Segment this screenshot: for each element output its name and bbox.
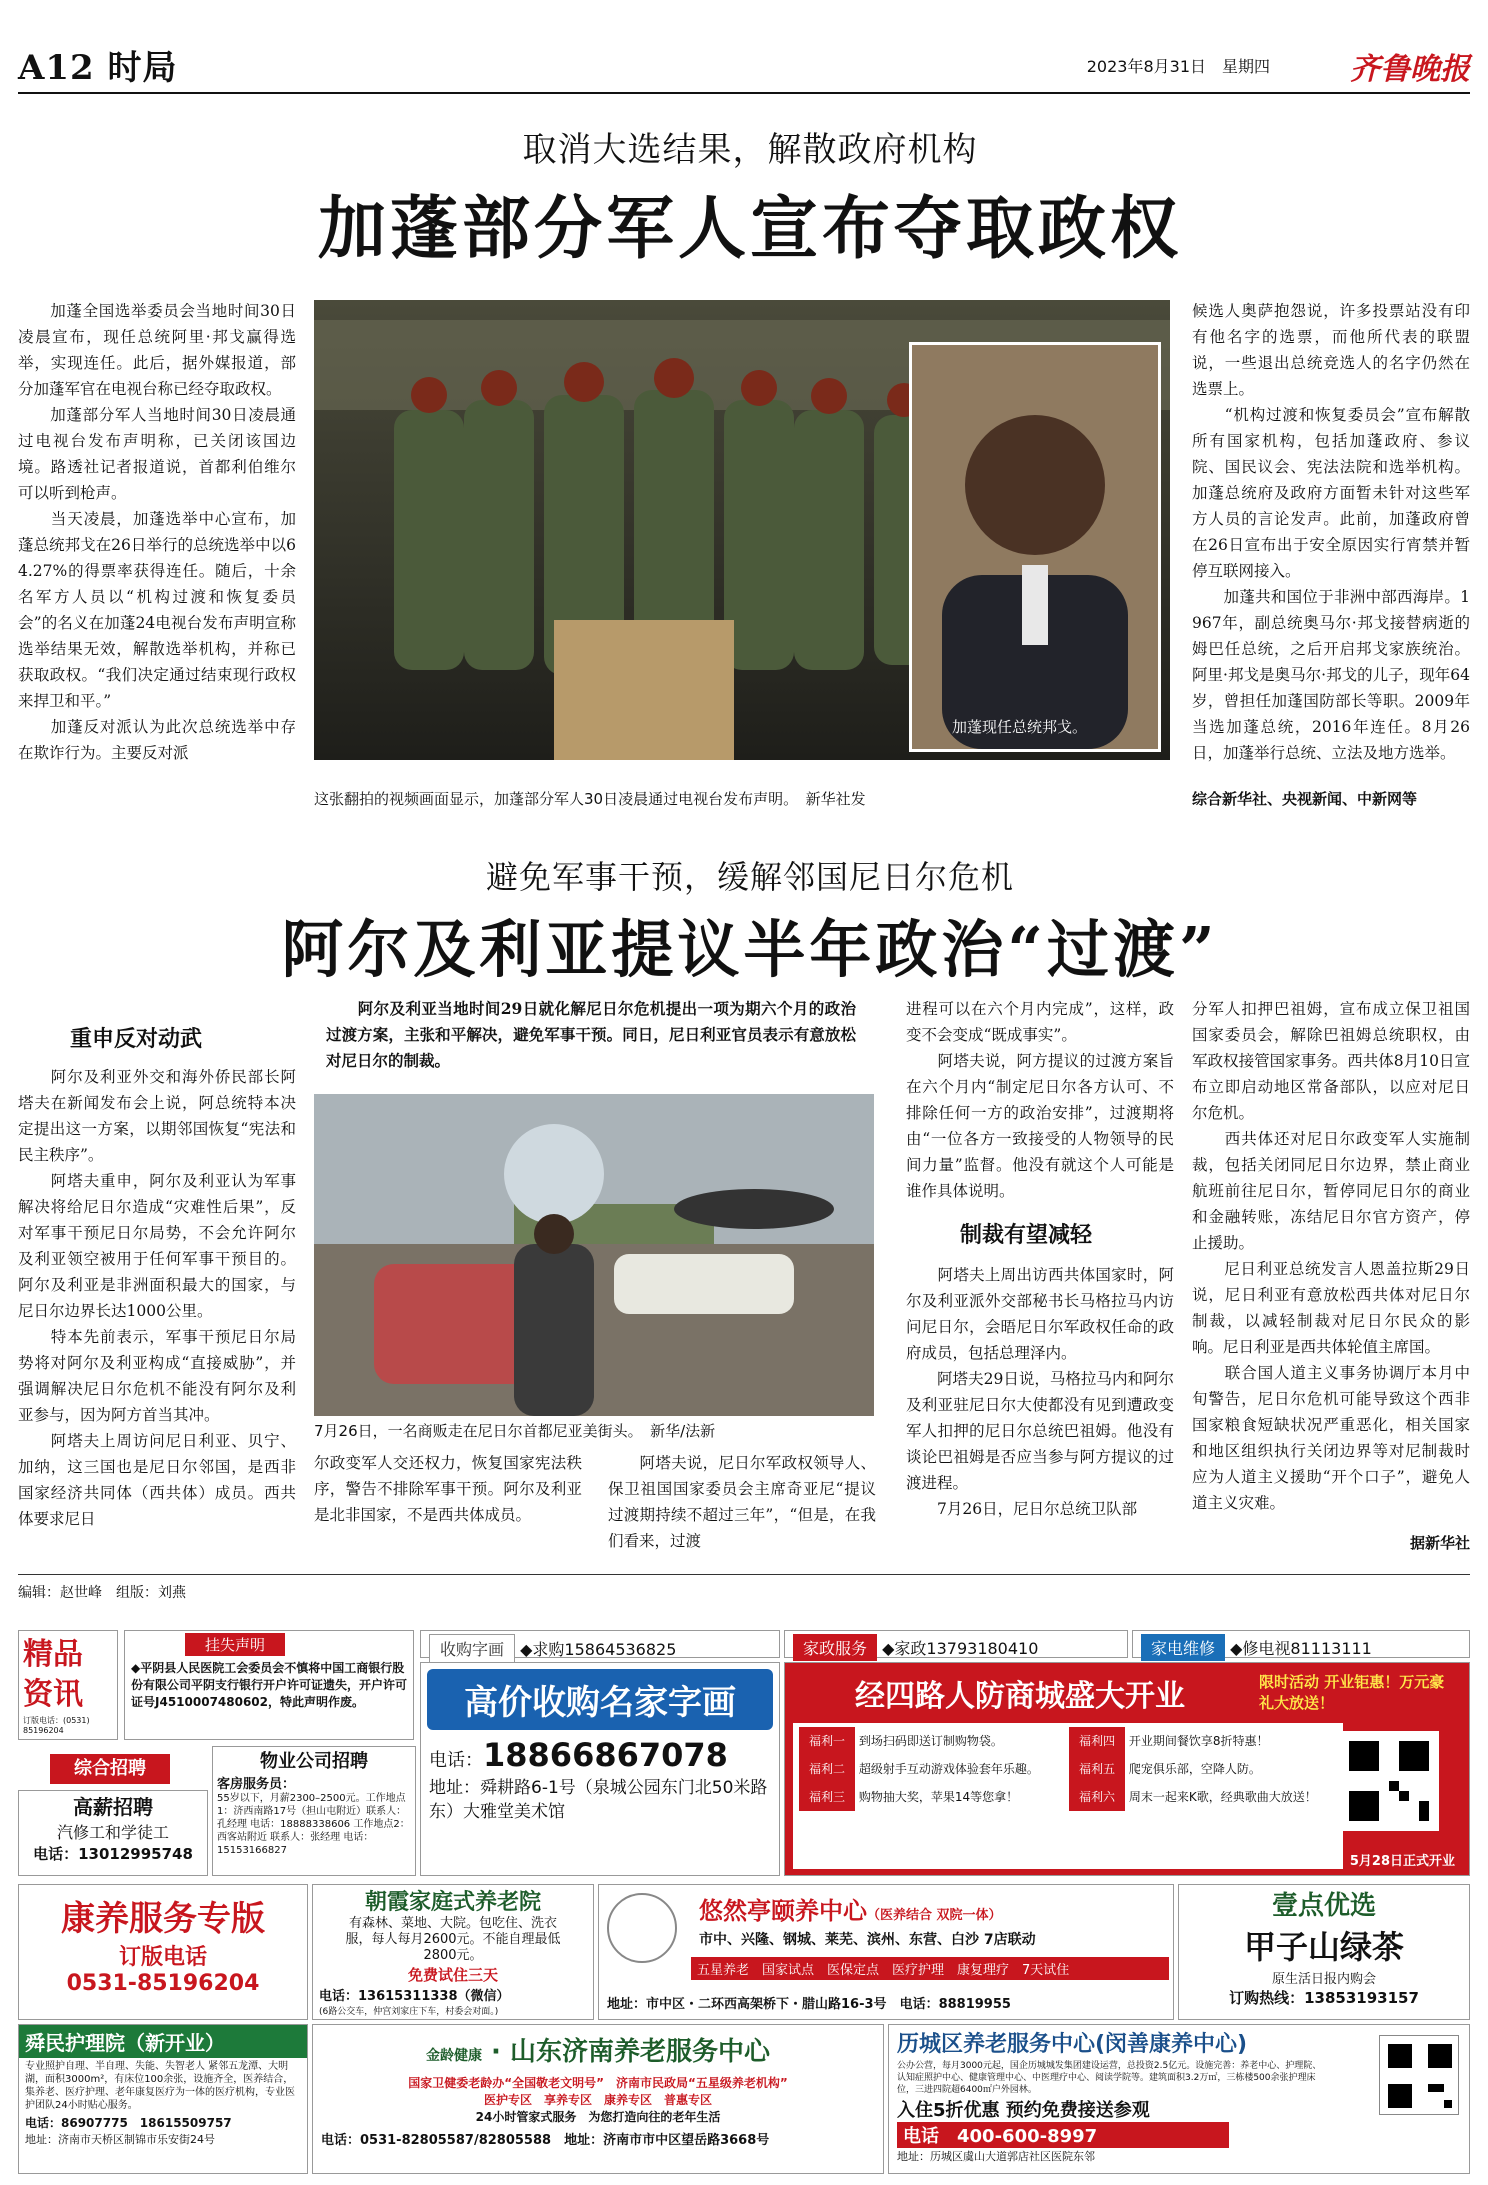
story1-source: 综合新华社、央视新闻、中新网等	[1192, 790, 1418, 808]
ad-jinan-honors: 国家卫健委老龄办“全国敬老文明号” 济南市民政局“五星级养老机构”	[408, 2076, 788, 2090]
ad-property-text: 55岁以下，月薪2300–2500元。工作地点1：济西南路17号（担山屯附近）联系人：孔经理 电话：18888338606 工作地点2：西客站附近 联系人：张经理 电话：15153166827	[217, 1793, 410, 1856]
ad-youranting-cities: 市中、兴隆、钢城、莱芜、滨州、东营、白沙 7店联动	[699, 1932, 1036, 1948]
story2-column-2a: 尔政变军人交还权力，恢复国家宪法秩序，警告不排除军事干预。阿尔及利亚是北非国家，不是西共体成员。	[314, 1454, 582, 1524]
benefit-item: 福利五 爬宠俱乐部，空降人防。	[1069, 1755, 1339, 1783]
editorial-divider	[18, 1574, 1470, 1575]
ad-zhaoxia	[312, 1884, 594, 2020]
ad-licheng	[888, 2024, 1470, 2174]
ad-zhaoxia-addr: (6路公交车，仲宫刘家庄下车，村委会对面。)	[319, 2007, 499, 2017]
ad-jinan-title: 山东济南养老服务中心	[509, 2037, 770, 2067]
story2-subhead-2: 制裁有望减轻	[960, 1222, 1093, 1248]
ad-shougou-addr: 地址：舜耕路6-1号（泉城公园东门北50米路东）大雅堂美术馆	[429, 1778, 768, 1822]
story2-column-3: 进程可以在六个月内完成”，这样，政变不会变成“既成事实”。 阿塔夫说，阿方提议的过渡方案旨在六个月内“制定尼日尔各方认可、不排除任何一方的政治安排”，过渡期将由“一位各方一致接受的人物领导的民间力量”监督。他没有就这个人可能是谁作具体说明。	[906, 1000, 1174, 1200]
ad-shunmin-title: 舜民护理院（新开业）	[19, 2025, 307, 2058]
ad-shunmin-text: 专业照护自理、半自理、失能、失智老人 紧邻五龙潭、大明湖，面积3000m²，有床位100余张，设施齐全，医养结合，集养老、医疗护理、老年康复医疗为一体的医疗机构，专业医护团队24小时贴心服务。	[25, 2061, 295, 2111]
ad-kangyang-phone: 0531-85196204	[66, 1971, 260, 1996]
ad-shunmin-addr: 地址：济南市天桥区制锦市乐安街24号	[25, 2133, 215, 2146]
story2-photo	[314, 1094, 874, 1416]
inset-photo	[909, 342, 1161, 752]
ad-shougou-header	[420, 1630, 780, 1658]
ad-property	[212, 1746, 416, 1876]
ad-tea-sub: 原生活日报内购会	[1271, 1972, 1376, 1987]
ad-jingpin-phone: 订版电话：(0531) 85196204	[23, 1716, 90, 1735]
ad-jinan-hours: 24小时管家式服务 为您打造向往的老年生活	[475, 2110, 721, 2124]
ad-gaoxin-line: 汽修工和学徒工	[56, 1823, 169, 1842]
ad-shougou-tel: 18866867078	[483, 1736, 728, 1774]
ad-notice	[124, 1630, 414, 1740]
ad-licheng-phone: 400-600-8997	[957, 2126, 1098, 2147]
ad-jinan-phone: 电话：0531-82805587/82805588	[321, 2133, 552, 2148]
ad-mall-benefits	[793, 1723, 1343, 1869]
ad-jinan-addr: 地址：济南市市中区望岳路3668号	[564, 2133, 770, 2148]
ad-zhaoxia-title: 朝霞家庭式养老院	[364, 1890, 541, 1915]
ad-recruit-tag: 综合招聘	[50, 1754, 170, 1784]
story2-column-1: 阿尔及利亚外交和海外侨民部长阿塔夫在新闻发布会上说，阿总统特本决定提出这一方案，以期邻国恢复“宪法和民主秩序”。 阿塔夫重申，阿尔及利亚认为军事解决将给尼日尔造成“灾难性后果”，反对军事干预尼日尔局势，不会允许阿尔及利亚领空被用于任何军事干预目的。阿尔及利亚是非洲面积最大的国家，与尼日尔边界长达1000公里。 特本先前表示，军事干预尼日尔局势将对阿尔及利亚构成“直接威胁”，并强调解决尼日尔危机不能没有阿尔及利亚参与，因为阿方首当其冲。 阿塔夫上周访问尼日利亚、贝宁、加纳，这三国也是尼日尔邻国，是西非国家经济共同体（西共体）成员。西共体要求尼日	[18, 1068, 296, 1528]
issue-date: 2023年8月31日 星期四	[1086, 57, 1270, 76]
editors-credit: 编辑：赵世峰 组版：刘燕	[18, 1585, 186, 1601]
ad-shougou-tag: 收购字画	[429, 1634, 515, 1663]
story1-photo	[314, 300, 1170, 760]
ad-mall-badge: 限时活动 开业钜惠！万元豪礼大放送！	[1259, 1673, 1445, 1712]
ad-property-sub: 客房服务员：	[217, 1777, 296, 1792]
ad-gaoxin-phone: 电话：13012995748	[33, 1845, 193, 1863]
benefit-item: 福利六 周末一起来K歌，经典歌曲大放送！	[1069, 1783, 1339, 1811]
story2-photo-caption: 7月26日，一名商贩走在尼日尔首都尼亚美街头。 新华/法新	[314, 1422, 716, 1440]
ad-kangyang	[18, 1884, 308, 2020]
benefit-item: 福利一 到场扫码即送订制购物袋。	[799, 1727, 1059, 1755]
story2-column-4: 分军人扣押巴祖姆，宣布成立保卫祖国国家委员会，解除巴祖姆总统职权，由军政权接管国家事务。西共体8月10日宣布立即启动地区常备部队，以应对尼日尔危机。 西共体还对尼日尔政变军人实施制裁，包括关闭同尼日尔边界，禁止商业航班前往尼日尔，暂停同尼日尔的商业和金融转账，冻结尼日尔官方资产，停止援助。 尼日利亚总统发言人恩盖拉斯29日说，尼日利亚有意放松西共体对尼日尔制裁，以减轻制裁对尼日尔民众的影响。尼日利亚是西共体轮值主席国。 联合国人道主义事务协调厅本月中旬警告，尼日尔危机可能导致这个西非国家粮食短缺状况严重恶化，相关国家和地区组织执行关闭边界等对尼制裁时应为人道主义援助“开个口子”，避免人道主义灾难。	[1192, 1000, 1470, 1512]
ad-jiazheng-header	[784, 1630, 1128, 1658]
qr-code-icon	[1339, 1731, 1439, 1831]
ad-youranting	[598, 1884, 1174, 2020]
ad-kangyang-title: 康养服务专版	[61, 1899, 265, 1939]
ad-jingpin	[18, 1630, 118, 1740]
benefit-item: 福利二 超级射手互动游戏体验套年乐趣。	[799, 1755, 1059, 1783]
story2-headline: 阿尔及利亚提议半年政治“过渡”	[281, 913, 1219, 986]
ad-notice-text: ◆平阴县人民医院工会委员会不慎将中国工商银行股份有限公司平阴支行银行开户许可证遗失，开户许可证号J4510007480602，特此声明作废。	[131, 1661, 408, 1709]
story2-lead: 阿尔及利亚当地时间29日就化解尼日尔危机提出一项为期六个月的政治过渡方案，主张和平解决，避免军事干预。同日，尼日利亚官员表示有意放松对尼日尔的制裁。	[326, 999, 856, 1070]
story1-kicker: 取消大选结果，解散政府机构	[522, 130, 978, 170]
ad-jinan-zones: 医护专区 享养专区 康养专区 普惠专区	[483, 2093, 712, 2107]
ad-shougou-phone: ◆求购15864536825	[520, 1640, 677, 1659]
story2-source: 据新华社	[1409, 1534, 1470, 1552]
ad-youranting-phone: 88819955	[938, 1997, 1011, 2012]
paper-logo: 齐鲁晚报	[1350, 52, 1470, 87]
ad-youranting-sub: （医养结合 双院一体）	[867, 1908, 1002, 1923]
ad-licheng-title: 历城区养老服务中心(闵善康养中心)	[897, 2032, 1248, 2057]
youranting-logo-icon	[607, 1893, 677, 1963]
story2-kicker: 避免军事干预，缓解邻国尼日尔危机	[485, 858, 1014, 896]
story2-subhead-1: 重申反对动武	[70, 1026, 203, 1052]
ad-jiadian-phone: ◆修电视81113111	[1230, 1639, 1372, 1658]
portrait-image	[912, 345, 1158, 749]
ad-jingpin-title: 精品资讯	[23, 1637, 83, 1712]
ad-mall-open-date: 5月28日正式开业	[1349, 1854, 1455, 1869]
ad-youranting-phone-label: 电话：	[899, 1997, 939, 2012]
ad-licheng-phone-label: 电话	[903, 2126, 939, 2147]
ad-gaoxin	[18, 1790, 208, 1876]
inset-caption: 加蓬现任总统邦戈。	[952, 718, 1088, 736]
qr-code-icon	[1379, 2035, 1459, 2115]
ad-jinan-brand: 金龄健康	[426, 2048, 482, 2064]
ad-property-title: 物业公司招聘	[260, 1751, 368, 1772]
ad-jiazheng-tag: 家政服务	[793, 1634, 877, 1661]
ad-shunmin	[18, 2024, 308, 2174]
ad-jiadian-header	[1132, 1630, 1470, 1658]
ad-jiazheng-phone: ◆家政13793180410	[882, 1639, 1039, 1658]
story2-column-2b: 阿塔夫说，尼日尔军政权领导人、保卫祖国国家委员会主席奇亚尼“提议过渡期持续不超过三年”，“但是，在我们看来，过渡	[608, 1454, 876, 1550]
story1-column-right: 候选人奥萨抱怨说，许多投票站没有印有他名字的选票，而他所代表的联盟说，一些退出总统竞选人的名字仍然在选票上。 “机构过渡和恢复委员会”宣布解散所有国家机构，包括加蓬政府、参议院、国民议会、宪法法院和选举机构。加蓬总统府及政府方面暂未针对这些军方人员的言论发声。此前，加蓬政府曾在26日宣布出于安全原因实行宵禁并暂停互联网接入。 加蓬共和国位于非洲中部西海岸。1967年，副总统奥马尔·邦戈接替病逝的姆巴任总统，之后开启邦戈家族统治。阿里·邦戈是奥马尔·邦戈的儿子，现年64岁，曾担任加蓬国防部长等职。2009年当选加蓬总统，2016年连任。8月26日，加蓬举行总统、立法及地方选举。	[1192, 302, 1470, 762]
ad-tea-title: 壹点优选	[1271, 1891, 1376, 1921]
ad-licheng-text: 公办公营，每月3000元起，国企历城城发集团建设运营，总投资2.5亿元。设施完善：养老中心、护理院、认知症照护中心、健康管理中心、中医理疗中心、阅读学院等。建筑面积3.2万㎡，三栋楼500余张护理床位，三进四院超6400㎡户外园林。	[897, 2061, 1322, 2095]
page-section: A12 时局	[18, 48, 178, 88]
masthead	[18, 40, 1470, 94]
ad-mall	[784, 1662, 1470, 1876]
ad-shougou-big: 高价收购名家字画	[427, 1669, 773, 1730]
ad-jiadian-tag: 家电维修	[1141, 1634, 1225, 1661]
story2-column-3b: 阿塔夫上周出访西共体国家时，阿尔及利亚派外交部秘书长马格拉马内访问尼日尔，会晤尼日尔军政权任命的政府成员，包括总理泽内。 阿塔夫29日说，马格拉马内和阿尔及利亚驻尼日尔大使都没有见到遭政变军人扣押的尼日尔总统巴祖姆。他没有谈论巴祖姆是否应当参与阿方提议的过渡进程。 7月26日，尼日尔总统卫队部	[906, 1266, 1174, 1518]
ad-youranting-features: 五星养老 国家试点 医保定点 医疗护理 康复理疗 7天试住	[691, 1957, 1169, 1980]
ad-youranting-title: 悠然亭颐养中心	[699, 1897, 867, 1925]
ad-zhaoxia-phone: 电话：13615311338（微信）	[319, 1989, 510, 2004]
ad-zhaoxia-text: 有森林、菜地、大院。包吃住、洗衣服，每人每月2600元。不能自理最低2800元。	[345, 1916, 561, 1963]
story1-column-left: 加蓬全国选举委员会当地时间30日凌晨宣布，现任总统阿里·邦戈赢得选举，实现连任。此后，据外媒报道，部分加蓬军官在电视台称已经夺取政权。 加蓬部分军人当地时间30日凌晨通过电视台发布声明称，已关闭该国边境。路透社记者报道说，首都利伯维尔可以听到枪声。 当天凌晨，加蓬选举中心宣布，加蓬总统邦戈在26日举行的总统选举中以64.27%的得票率获得连任。随后，十余名军方人员以“机构过渡和恢复委员会”的名义在加蓬24电视台发布声明宣称选举结果无效，解散选举机构，并称已获取政权。“我们决定通过结束现行政权来捍卫和平。” 加蓬反对派认为此次总统选举中存在欺诈行为。主要反对派	[18, 302, 296, 762]
benefit-item: 福利三 购物抽大奖，苹果14等您拿！	[799, 1783, 1059, 1811]
ad-shougou-tel-label: 电话：	[429, 1750, 483, 1771]
ad-tea-phone: 订购热线：13853193157	[1229, 1989, 1419, 2007]
ad-tea-big: 甲子山绿茶	[1243, 1928, 1404, 1966]
ad-jinan-center: 金龄健康 · 山东济南养老服务中心 国家卫健委老龄办“全国敬老文明号” 济南市民政局“五星级养老机构” 医护专区 享养专区 康养专区 普惠专区 24小时管家式服务 为您打造向往的老年生活 电话：0531-82805587/82805588 地址：济南市市中区望岳路3668号	[312, 2024, 884, 2174]
street-vendor-image	[314, 1094, 874, 1416]
ad-shougou	[420, 1662, 780, 1876]
ad-tea	[1178, 1884, 1470, 2020]
story1-headline: 加蓬部分军人宣布夺取政权	[317, 189, 1182, 269]
ad-zhaoxia-free: 免费试住三天	[407, 1966, 498, 1984]
ad-notice-tag: 挂失声明	[185, 1633, 285, 1656]
ad-licheng-addr: 地址：历城区虞山大道郭店社区医院东邻	[897, 2150, 1095, 2163]
benefit-item: 福利四 开业期间餐饮享8折特惠！	[1069, 1727, 1339, 1755]
ad-shunmin-phone: 电话：86907775 18615509757	[25, 2116, 232, 2130]
ad-kangyang-label: 订版电话	[118, 1945, 207, 1970]
ad-gaoxin-title: 高薪招聘	[73, 1795, 153, 1819]
ad-mall-title: 经四路人防商城盛大开业	[855, 1679, 1185, 1714]
story1-photo-caption: 这张翻拍的视频画面显示，加蓬部分军人30日凌晨通过电视台发布声明。 新华社发	[314, 790, 866, 808]
ad-licheng-promo: 入住5折优惠 预约免费接送参观	[897, 2100, 1150, 2121]
ad-youranting-addr: 地址：市中区・二环西高架桥下・腊山路16-3号	[607, 1997, 887, 2012]
